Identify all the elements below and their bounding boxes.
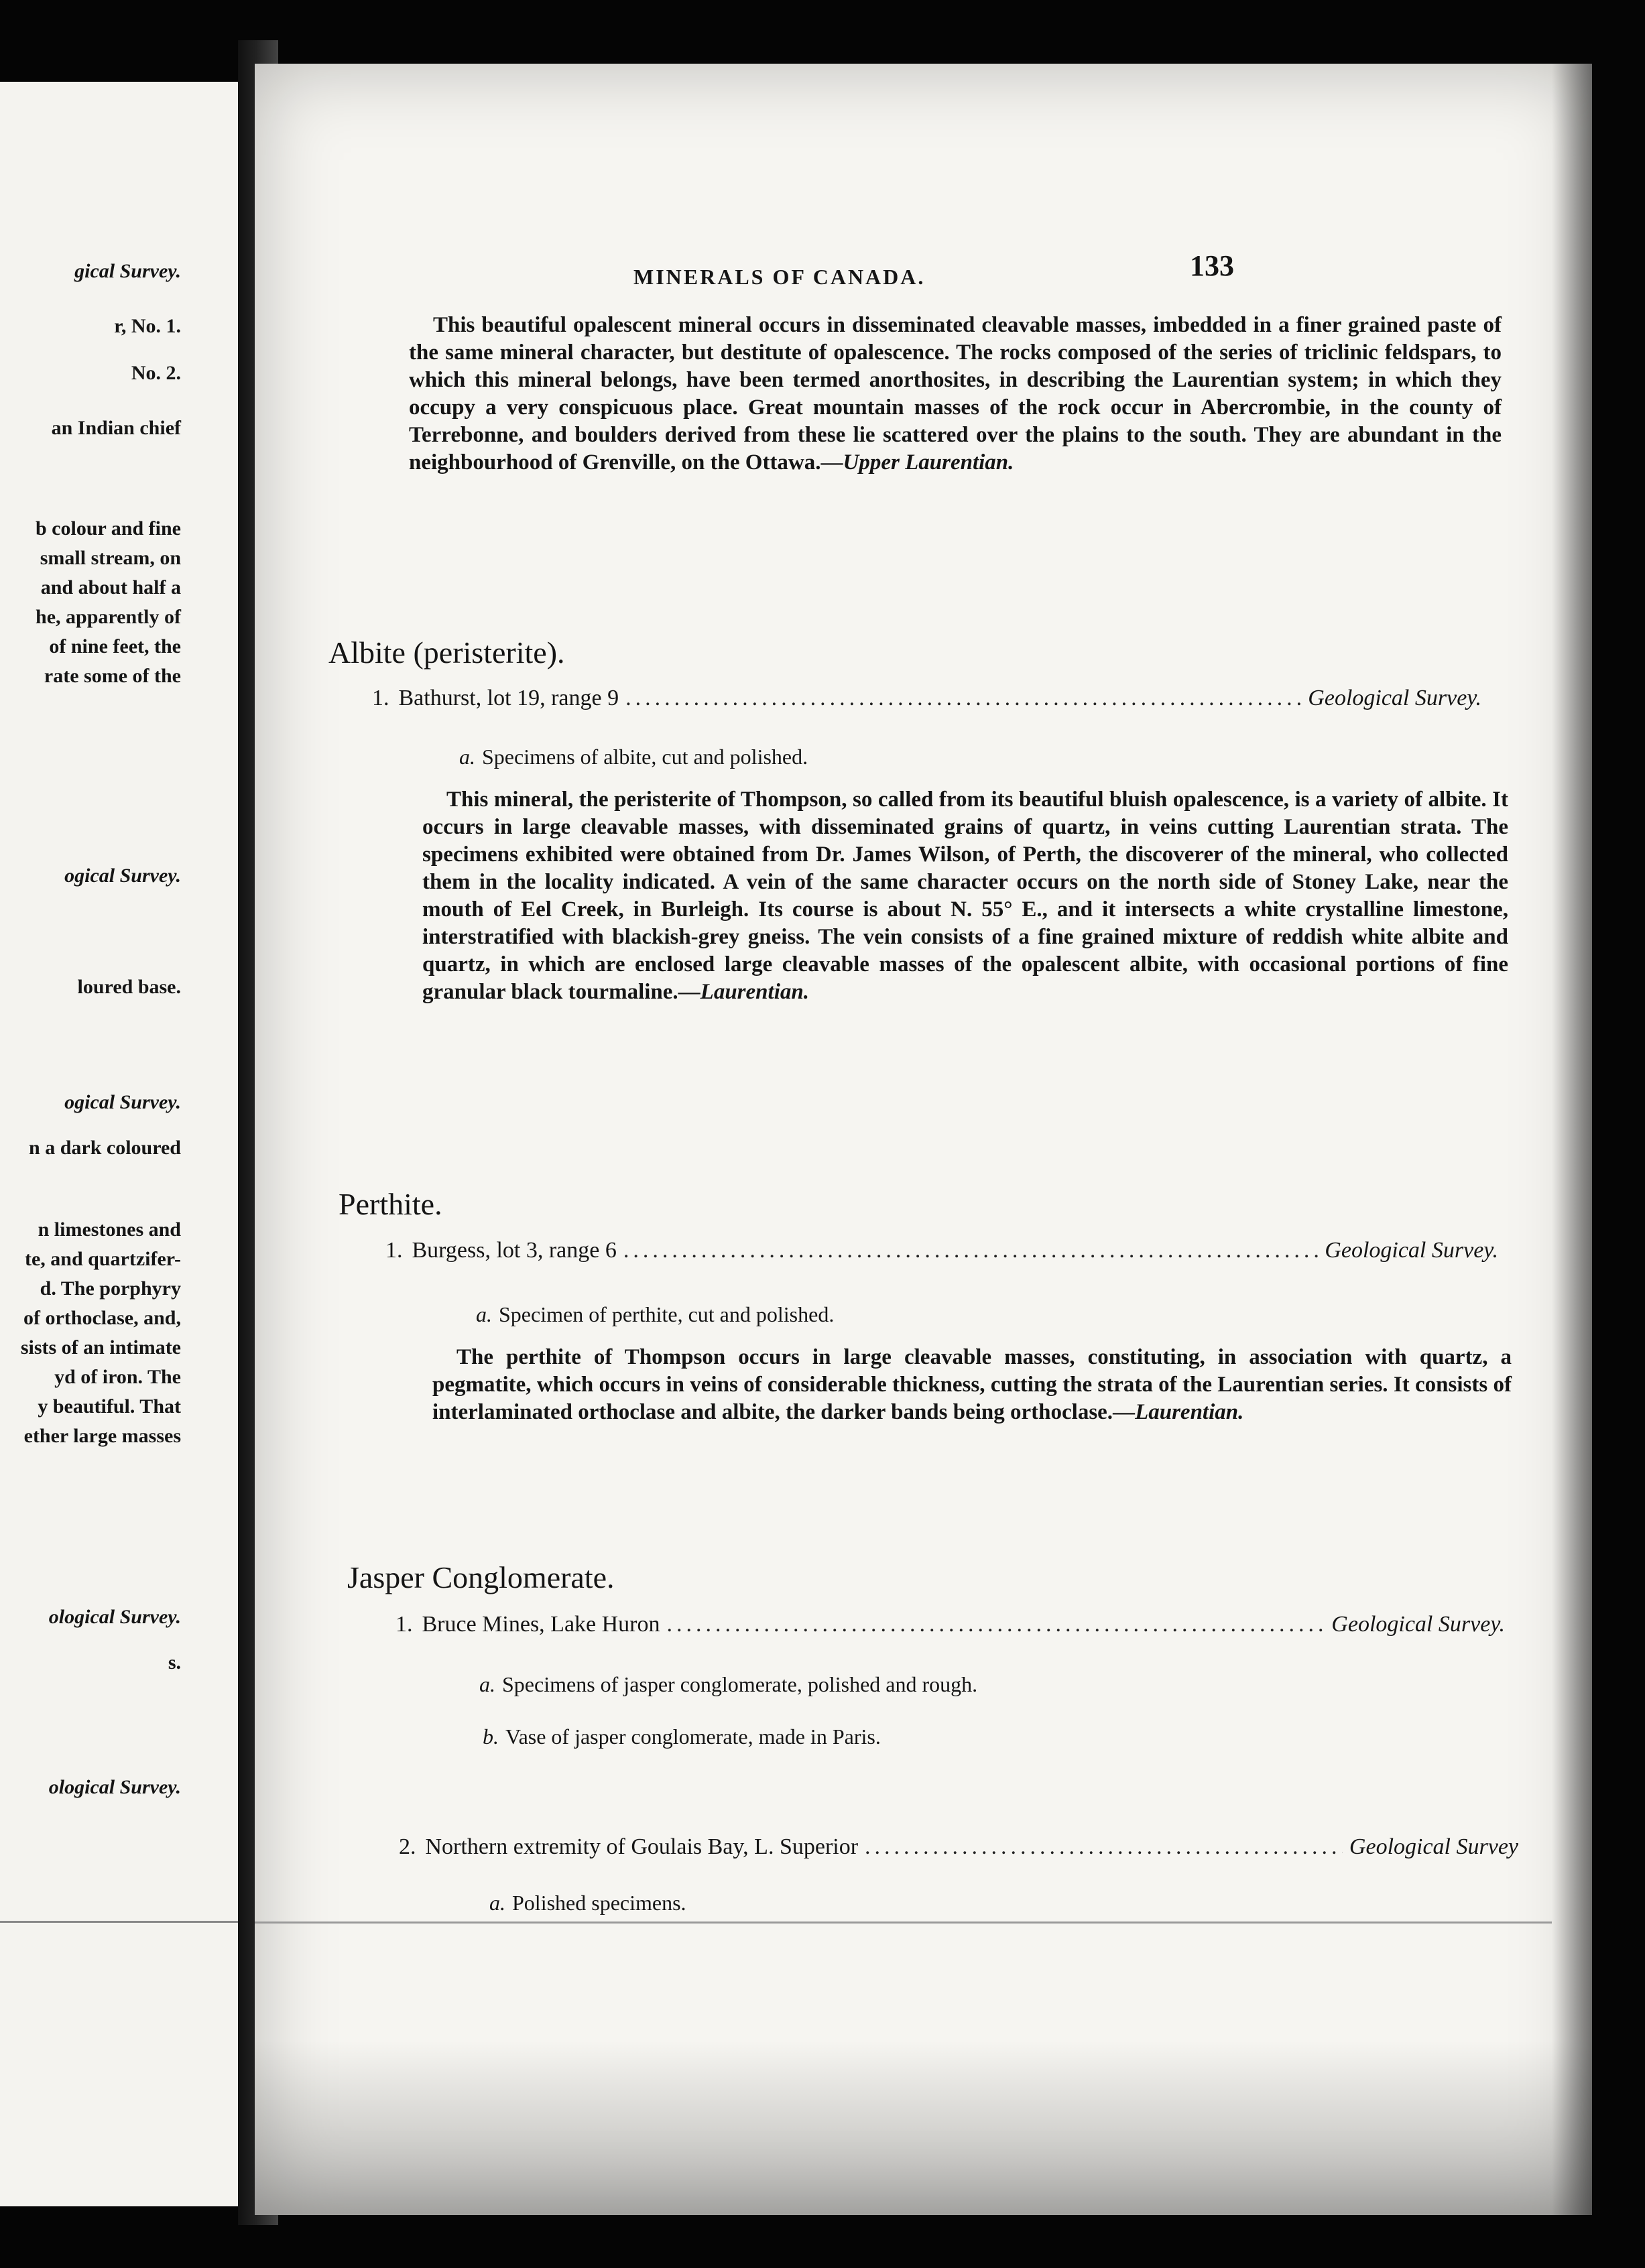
entry-locality: Bruce Mines, Lake Huron [422,1612,660,1637]
section-heading-perthite: Perthite. [339,1187,442,1221]
intro-paragraph [409,312,1502,477]
section-heading-jasper: Jasper Conglomerate. [347,1560,615,1594]
left-page-text-fragment: d. The porphyry [40,1277,181,1300]
left-page-text-fragment: yd of iron. The [54,1366,181,1388]
entry-item [476,1302,834,1327]
entry-locality: Northern extremity of Goulais Bay, L. Superior [425,1834,859,1859]
item-letter: a. [476,1302,492,1326]
page-rule [255,1922,1552,1924]
item-text: Vase of jasper conglomerate, made in Paris. [505,1724,881,1749]
entry-jasper-2 [399,1834,1518,1860]
entry-locality: Bathurst, lot 19, range 9 [398,686,619,710]
left-page-text-fragment: ogical Survey. [64,1091,181,1113]
left-page-text-fragment: b colour and fine [36,517,181,540]
page-number: 133 [1190,249,1234,282]
entry-number: 2. [399,1834,416,1859]
left-page-fragment [0,82,238,2206]
entry-source: Geological Survey. [1331,1612,1505,1637]
entry-locality: Burgess, lot 3, range 6 [412,1238,617,1263]
entry-item [479,1672,977,1697]
page-edge-shadow [1552,64,1592,2215]
intro-text: This beautiful opalescent mineral occurs in disseminated cleavable masses, imbedded in a finer grained paste of the same mineral character, but destitute of opalescence. The rocks composed of the series of triclinic feldspars, to which this mineral belongs, have been termed anorthosites, in describing the Laurentian system; in which they occupy a very conspicuous place. Great mountain masses of the rock occur in Abercrombie, in the county of Terrebonne, and boulders derived from these lie scattered over the plains to the south. They are abundant in the neighbourhood of Grenville, on the Ottawa.— [409,313,1502,475]
intro-attribution: Upper Laurentian. [843,450,1014,475]
dot-leader [667,1612,1325,1637]
left-page-text-fragment: ogical Survey. [64,865,181,887]
dot-leader [623,1238,1318,1263]
section-heading-albite: Albite (peristerite). [328,635,565,670]
left-page-rule [0,1921,238,1923]
right-page [255,64,1592,2215]
entry-number: 1. [395,1612,413,1637]
left-page-text-fragment: n a dark coloured [29,1137,181,1159]
item-text: Specimens of albite, cut and polished. [482,745,808,769]
entry-item [459,745,808,769]
left-page-text-fragment: an Indian chief [51,417,181,439]
entry-jasper-1 [395,1612,1505,1637]
entry-source: Geological Survey [1349,1834,1518,1859]
entry-item [489,1891,686,1915]
left-page-text-fragment: r, No. 1. [114,315,181,337]
albite-description [422,786,1508,1006]
left-page-text-fragment: small stream, on [40,547,181,569]
perthite-description [432,1344,1512,1426]
entry-number: 1. [372,686,389,710]
left-page-text-fragment: sists of an intimate [20,1336,181,1359]
left-page-text-fragment: loured base. [77,976,181,998]
left-page-text-fragment: of nine feet, the [49,635,181,657]
left-page-text-fragment: te, and quartzifer- [25,1248,181,1270]
item-letter: a. [479,1672,495,1696]
entry-perthite-1 [385,1238,1498,1263]
running-head: MINERALS OF CANADA. [633,265,926,289]
left-page-text-fragment: and about half a [40,576,181,598]
left-page-text-fragment: ological Survey. [48,1776,181,1798]
left-page-text-fragment: ological Survey. [48,1606,181,1628]
entry-source: Geological Survey. [1308,686,1481,710]
left-page-text-fragment: gical Survey. [74,260,181,282]
left-page-text-fragment: n limestones and [38,1218,181,1241]
left-page-text-fragment: ether large masses [23,1425,181,1447]
page-shadow [255,2041,1592,2215]
entry-number: 1. [385,1238,403,1263]
item-text: Polished specimens. [512,1891,686,1915]
description-attribution: Laurentian. [1135,1400,1244,1424]
dot-leader [625,686,1301,711]
entry-item [483,1724,881,1749]
left-page-text-fragment: No. 2. [131,362,181,384]
left-page-text-fragment: rate some of the [44,665,181,687]
description-attribution: Laurentian. [700,980,809,1004]
item-letter: a. [489,1891,505,1915]
left-page-text-fragment: he, apparently of [36,606,181,628]
item-letter: a. [459,745,475,769]
entry-source: Geological Survey. [1325,1238,1498,1263]
entry-albite-1 [372,686,1481,711]
description-text: This mineral, the peristerite of Thompson, so called from its beautiful bluish opalescence, is a variety of albite. It occurs in large cleavable masses, with disseminated grains of quartz, in veins cutting Laurentian strata. The specimens exhibited were obtained from Dr. James Wilson, of Perth, the discoverer of the mineral, who collected them in the locality indicated. A vein of the same character occurs on the north side of Stoney Lake, near the mouth of Eel Creek, in Burleigh. Its course is about N. 55° E., and it intersects a white crystalline limestone, interstratified with blackish-grey gneiss. The vein consists of a fine grained mixture of reddish white albite and quartz, in which are enclosed large cleavable masses of the opalescent albite, with occasional portions of fine granular black tourmaline.— [422,788,1508,1004]
item-letter: b. [483,1724,499,1749]
left-page-text-fragment: of orthoclase, and, [23,1307,181,1329]
left-page-text-fragment: y beautiful. That [38,1395,181,1418]
left-page-text-fragment: s. [168,1651,181,1674]
dot-leader [865,1834,1343,1860]
description-text: The perthite of Thompson occurs in large cleavable masses, constituting, in association with quartz, a pegmatite, which occurs in veins of considerable thickness, cutting the strata of the Laurentian series. It consists of interlaminated orthoclase and albite, the darker bands being orthoclase.— [432,1345,1512,1424]
item-text: Specimens of jasper conglomerate, polished and rough. [502,1672,978,1696]
item-text: Specimen of perthite, cut and polished. [499,1302,835,1326]
